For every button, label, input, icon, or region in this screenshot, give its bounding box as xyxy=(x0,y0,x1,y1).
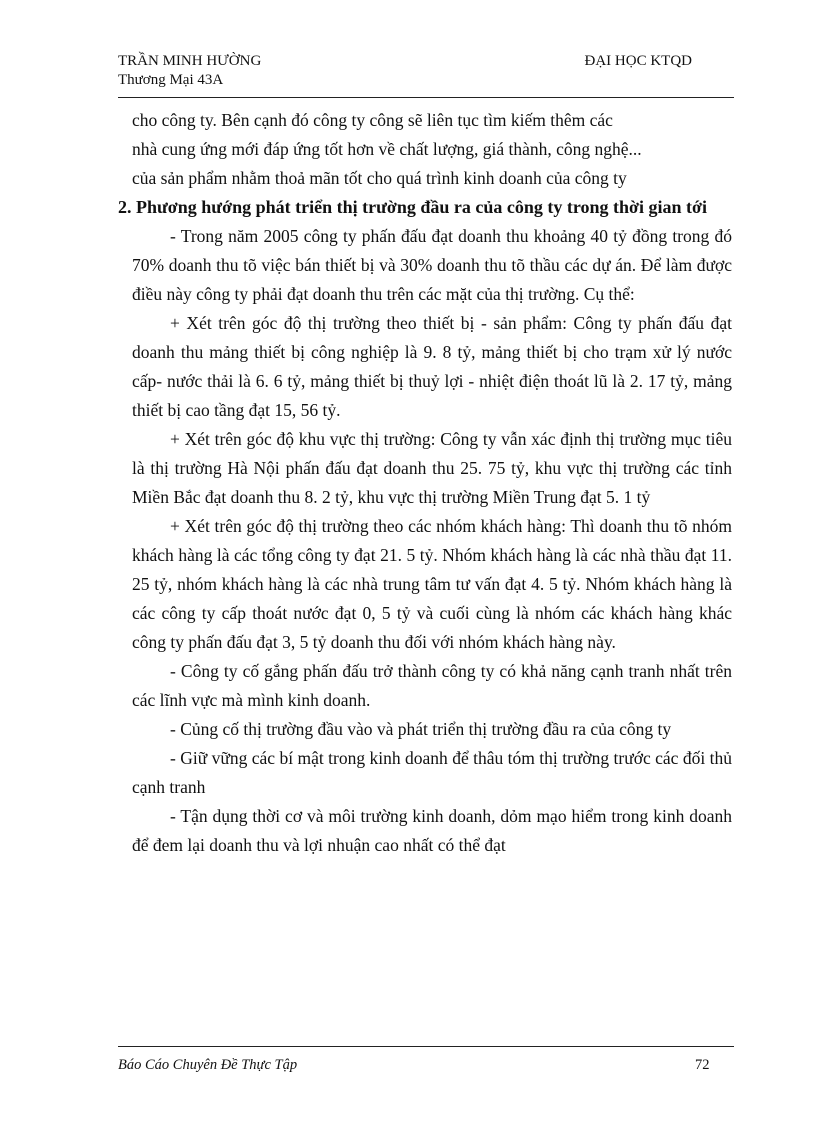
section-heading: 2. Phương hướng phát triển thị trường đầu ra của công ty trong thời gian tới xyxy=(118,197,707,217)
header-divider xyxy=(118,97,734,98)
paragraph-product-market: + Xét trên góc độ thị trường theo thiết bị - sản phẩm: Công ty phấn đấu đạt doanh thu mảng thiết bị công nghiệp là 9. 8 tỷ, mảng thiết bị cho trạm xử lý nước cấp- nước thải là 6. 6 tỷ, mảng thiết bị thuỷ lợi - nhiệt điện thoát lũ là 2. 17 tỷ, mảng thiết bị cao tầng đạt 15, 56 tỷ. xyxy=(132,313,732,420)
paragraph-customer-groups: + Xét trên góc độ thị trường theo các nhóm khách hàng: Thì doanh thu tõ nhóm khách hàng là các tổng công ty đạt 21. 5 tỷ. Nhóm khách hàng là các nhà thầu đạt 11. 25 tỷ, nhóm khách hàng là các nhà trung tâm tư vấn đạt 4. 5 tỷ. Nhóm khách hàng là các công ty cấp thoát nước đạt 0, 5 tỷ và cuối cùng là nhóm các khách hàng khác công ty phấn đấu đạt 3, 5 tỷ doanh thu đối với nhóm khách hàng này. xyxy=(132,516,732,652)
paragraph-consolidate-market: - Củng cố thị trường đầu vào và phát triển thị trường đầu ra của công ty xyxy=(170,719,672,739)
class-name: Thương Mại 43A xyxy=(118,72,224,88)
author-name: TRẦN MINH HƯỜNG xyxy=(118,53,262,69)
page-body xyxy=(118,106,732,860)
paragraph-keep-secrets: - Giữ vững các bí mật trong kinh doanh để thâu tóm thị trường trước các đối thủ cạnh tranh xyxy=(132,748,732,797)
continuation-line-1: cho công ty. Bên cạnh đó công ty công sẽ liên tục tìm kiếm thêm các xyxy=(132,110,613,130)
paragraph-regional-market: + Xét trên góc độ khu vực thị trường: Công ty vẫn xác định thị trường mục tiêu là thị trường Hà Nội phấn đấu đạt doanh thu 25. 75 tỷ, khu vực thị trường các tỉnh Miền Bắc đạt doanh thu 8. 2 tỷ, khu vực thị trường Miền Trung đạt 5. 1 tỷ xyxy=(132,429,732,507)
header-left xyxy=(118,52,261,90)
page-number: 72 xyxy=(695,1057,710,1073)
paragraph-revenue-target: - Trong năm 2005 công ty phấn đấu đạt doanh thu khoảng 40 tỷ đồng trong đó 70% doanh thu tõ việc bán thiết bị và 30% doanh thu tõ thầu các dự án. Để làm được điều này công ty phải đạt doanh thu trên các mặt của thị trường. Cụ thể: xyxy=(132,226,732,304)
continuation-line-3: của sản phẩm nhằm thoả mãn tốt cho quá trình kinh doanh của công ty xyxy=(132,168,627,188)
paragraph-competitiveness: - Công ty cố gắng phấn đấu trở thành công ty có khả năng cạnh tranh nhất trên các lĩnh vực mà mình kinh doanh. xyxy=(132,661,732,710)
footer-divider xyxy=(118,1046,734,1047)
page-header xyxy=(118,52,734,98)
paragraph-seize-opportunity: - Tận dụng thời cơ và môi trường kinh doanh, dỏm mạo hiểm trong kinh doanh để đem lại doanh thu và lợi nhuận cao nhất có thể đạt xyxy=(132,806,732,855)
continuation-line-2: nhà cung ứng mới đáp ứng tốt hơn về chất lượng, giá thành, công nghệ... xyxy=(132,139,642,159)
paragraph-continuation xyxy=(132,106,732,193)
footer-title: Báo Cáo Chuyên Đề Thực Tập xyxy=(118,1057,298,1073)
school-name: ĐẠI HỌC KTQD xyxy=(584,53,692,69)
